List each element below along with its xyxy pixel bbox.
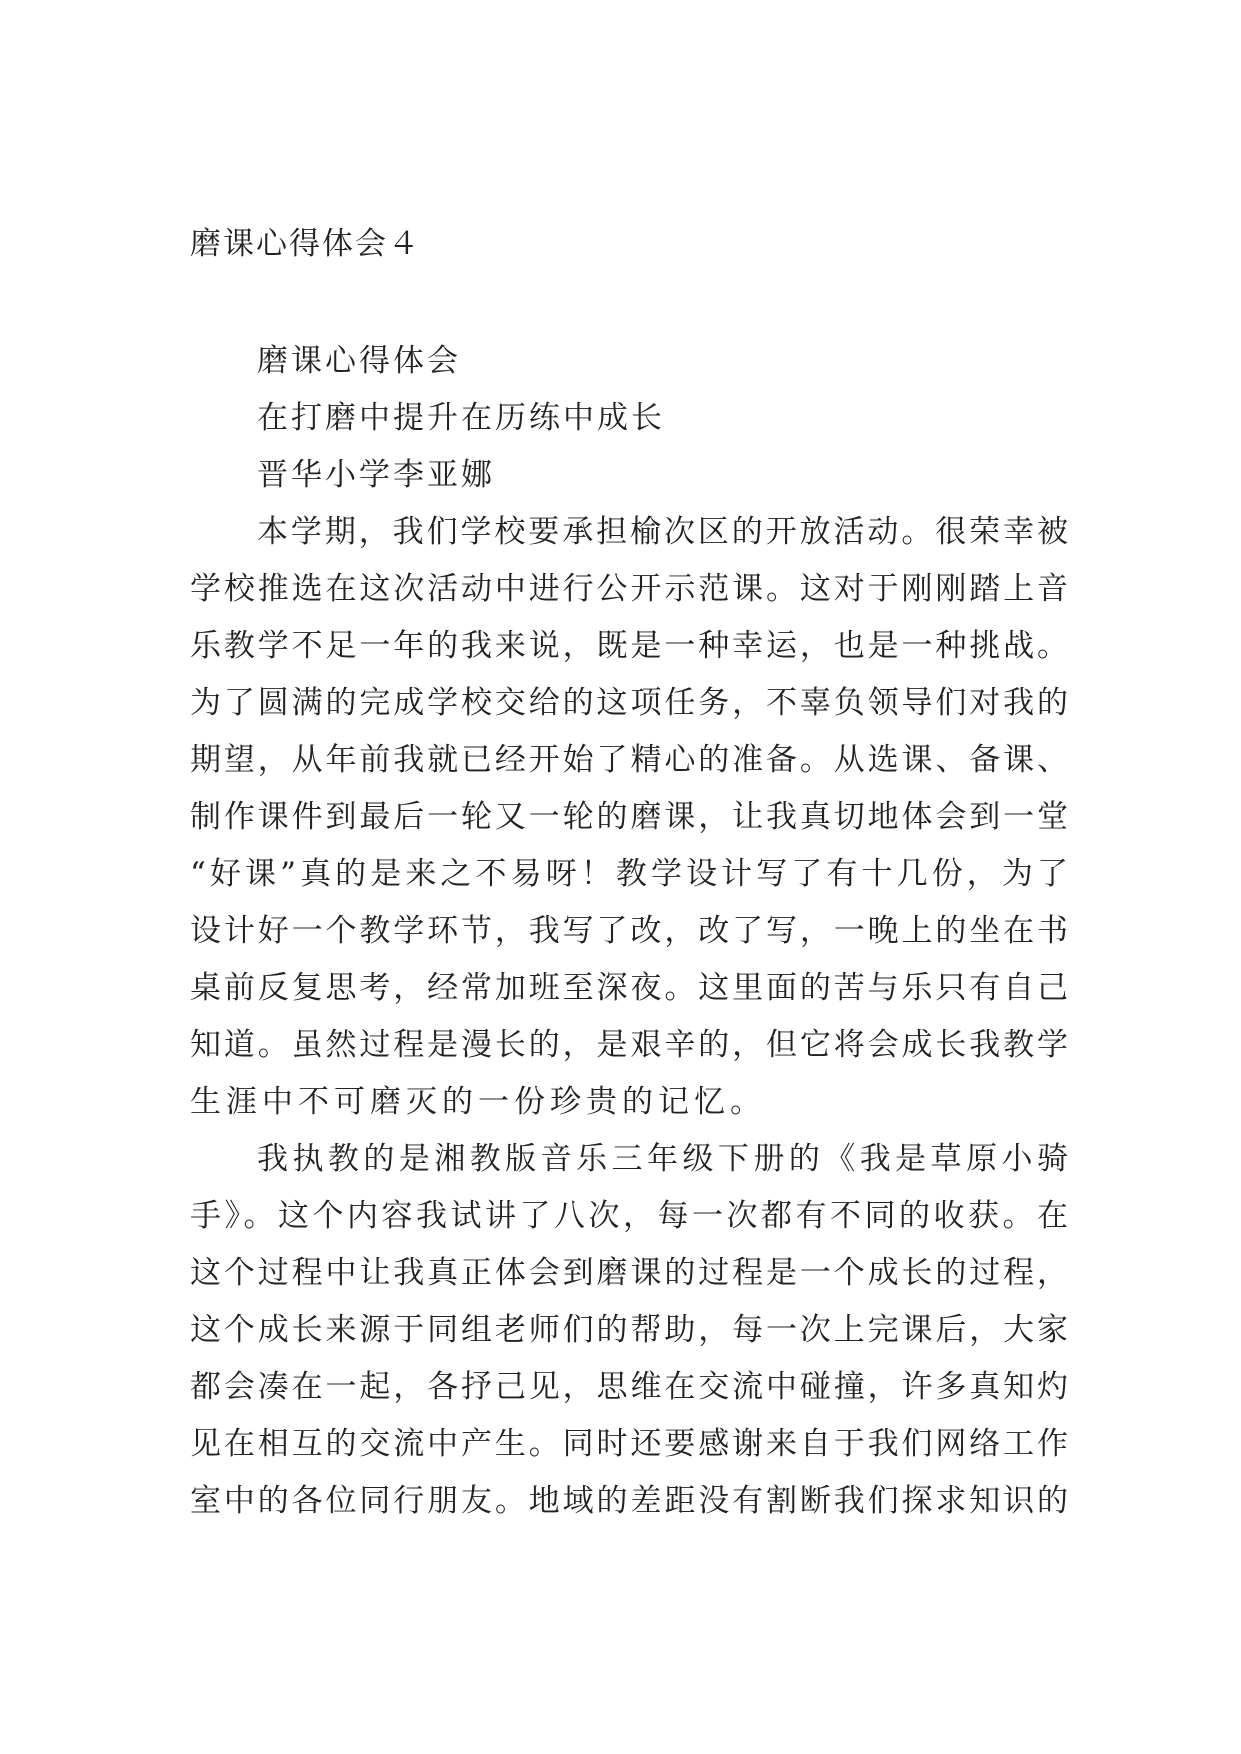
text-line: 都会凑在一起，各抒己见，思维在交流中碰撞，许多真知灼 bbox=[190, 1369, 1068, 1405]
text-line: 桌前反复思考，经常加班至深夜。这里面的苦与乐只有自己 bbox=[190, 970, 1068, 1006]
essay-subtitle: 在打磨中提升在历练中成长 bbox=[257, 400, 665, 436]
text-line: 制作课件到最后一轮又一轮的磨课，让我真切地体会到一堂 bbox=[190, 799, 1068, 835]
text-line: 设计好一个教学环节，我写了改，改了写，一晚上的坐在书 bbox=[190, 913, 1068, 949]
essay-author: 晋华小学李亚娜 bbox=[257, 457, 495, 493]
text-line: 乐教学不足一年的我来说，既是一种幸运，也是一种挑战。 bbox=[190, 628, 1068, 664]
text-line: 学校推选在这次活动中进行公开示范课。这对于刚刚踏上音 bbox=[190, 571, 1068, 607]
document-title: 磨课心得体会４ bbox=[190, 226, 421, 262]
text-line: 知道。虽然过程是漫长的，是艰辛的，但它将会成长我教学 bbox=[190, 1027, 1068, 1063]
text-line: 生涯中不可磨灭的一份珍贵的记忆。 bbox=[190, 1084, 766, 1120]
text-line: 我执教的是湘教版音乐三年级下册的《我是草原小骑 bbox=[257, 1141, 1068, 1177]
text-line: 手》。这个内容我试讲了八次，每一次都有不同的收获。在 bbox=[190, 1198, 1068, 1234]
text-line: 期望，从年前我就已经开始了精心的准备。从选课、备课、 bbox=[190, 742, 1068, 778]
text-line: 这个成长来源于同组老师们的帮助，每一次上完课后，大家 bbox=[190, 1312, 1068, 1348]
text-line: 为了圆满的完成学校交给的这项任务，不辜负领导们对我的 bbox=[190, 685, 1068, 721]
text-line: 本学期，我们学校要承担榆次区的开放活动。很荣幸被 bbox=[257, 514, 1068, 550]
text-line: 见在相互的交流中产生。同时还要感谢来自于我们网络工作 bbox=[190, 1426, 1068, 1462]
text-line: “好课”真的是来之不易呀！教学设计写了有十几份，为了 bbox=[190, 856, 1068, 892]
text-line: 这个过程中让我真正体会到磨课的过程是一个成长的过程， bbox=[190, 1255, 1068, 1291]
document-body bbox=[190, 333, 1068, 1530]
essay-title: 磨课心得体会 bbox=[257, 343, 461, 379]
text-line: 室中的各位同行朋友。地域的差距没有割断我们探求知识的 bbox=[190, 1483, 1068, 1519]
